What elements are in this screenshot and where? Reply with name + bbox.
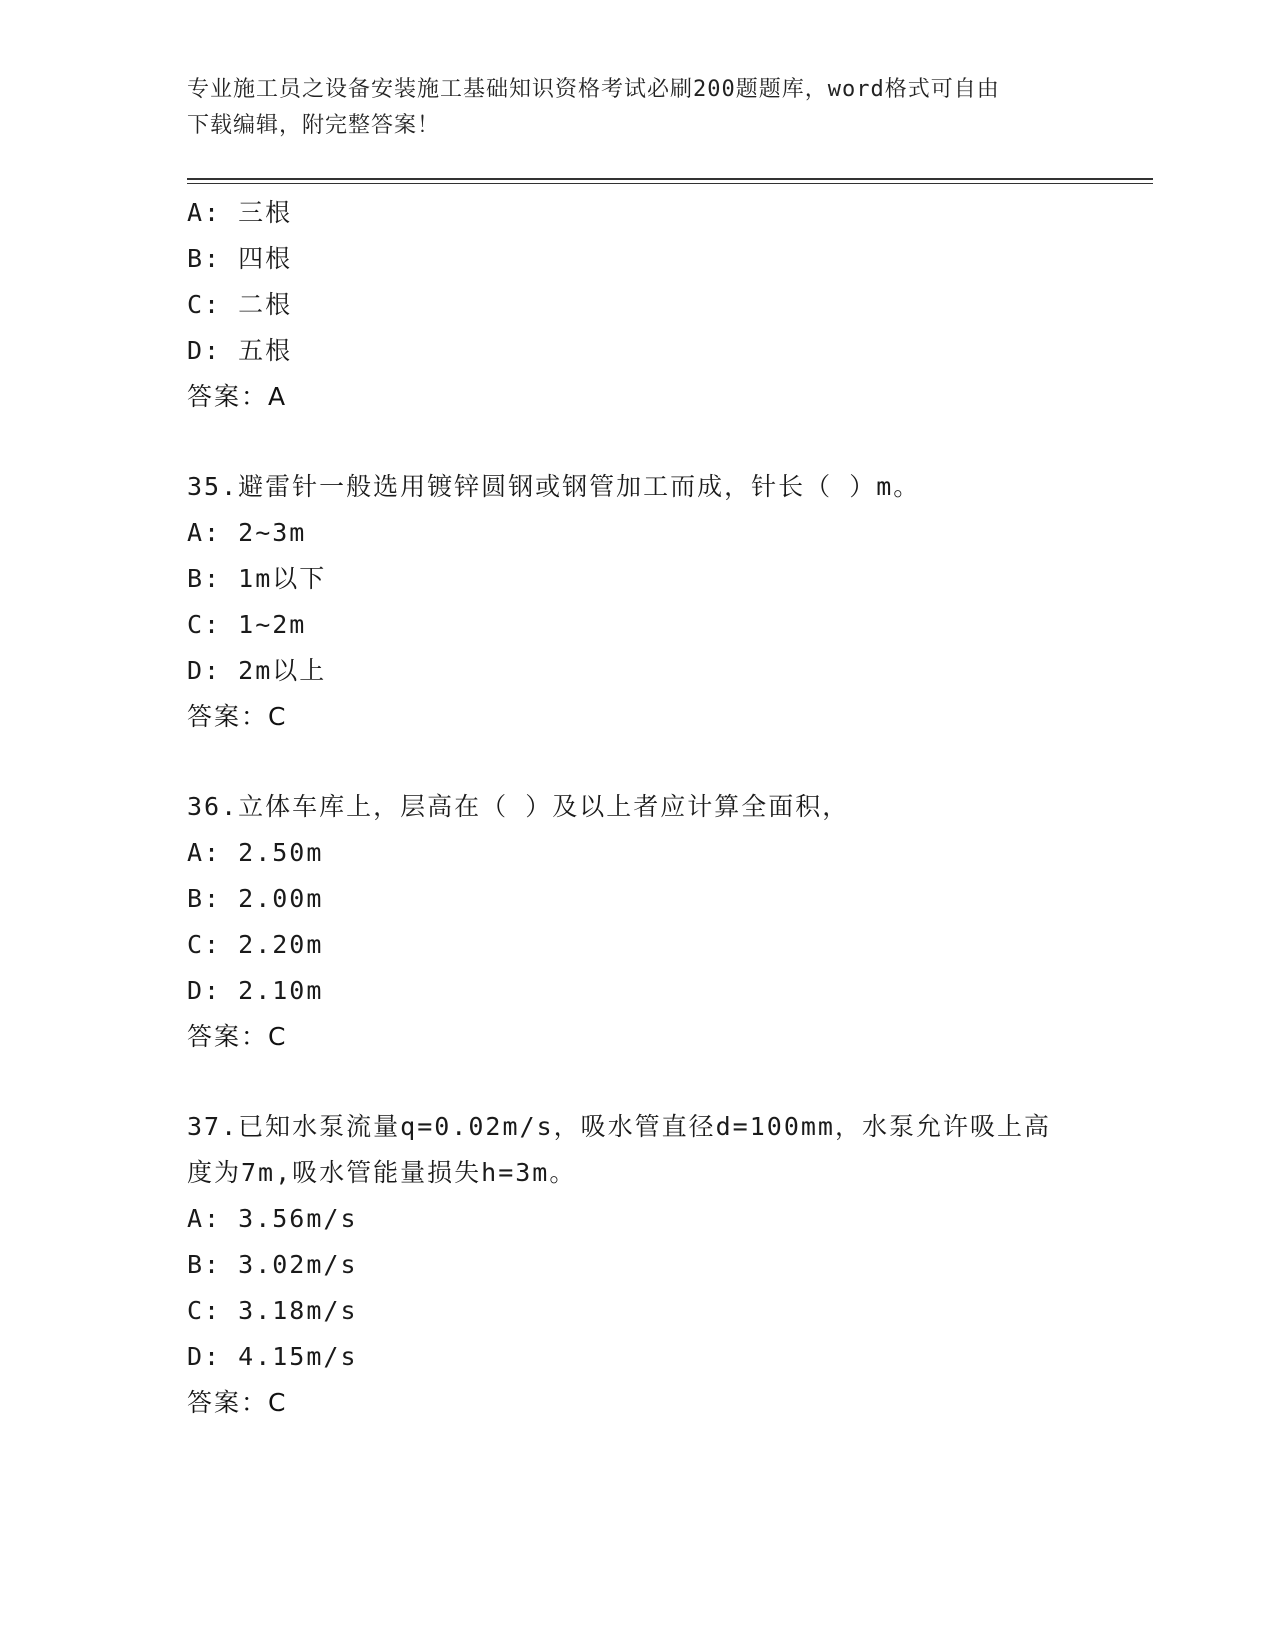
question-text-line-2: 度为7m,吸水管能量损失h=3m。: [187, 1158, 577, 1187]
option-a: A: 2.50m: [187, 838, 324, 867]
answer-line: 答案：C: [187, 1022, 288, 1051]
header-title-line-1: 专业施工员之设备安装施工基础知识资格考试必刷200题题库，word格式可自由: [187, 77, 1000, 102]
option-c: C: 1~2m: [187, 610, 307, 639]
spacer: [187, 740, 1087, 784]
option-d: D: 五根: [187, 336, 293, 365]
question-text: 35.避雷针一般选用镀锌圆钢或钢管加工而成，针长（ ）m。: [187, 472, 921, 501]
option-c: C: 二根: [187, 290, 293, 319]
spacer: [187, 420, 1087, 464]
header-title-line-2: 下载编辑，附完整答案！: [187, 113, 441, 138]
question-36: [187, 784, 1087, 1060]
option-a: A: 3.56m/s: [187, 1204, 358, 1233]
option-a: A: 2~3m: [187, 518, 307, 547]
question-37: [187, 1104, 1087, 1426]
option-d: D: 4.15m/s: [187, 1342, 358, 1371]
question-text: 36.立体车库上，层高在（ ）及以上者应计算全面积，: [187, 792, 850, 821]
option-b: B: 3.02m/s: [187, 1250, 358, 1279]
question-34: [187, 190, 1087, 420]
answer-line: 答案：C: [187, 1388, 288, 1417]
question-35: [187, 464, 1087, 740]
option-a: A: 三根: [187, 198, 293, 227]
spacer: [187, 1060, 1087, 1104]
header-divider-thin: [187, 183, 1153, 184]
option-b: B: 四根: [187, 244, 293, 273]
option-b: B: 1m以下: [187, 564, 327, 593]
question-text-line-1: 37.已知水泵流量q=0.02m/s，吸水管直径d=100mm，水泵允许吸上高: [187, 1112, 1051, 1141]
answer-line: 答案：C: [187, 702, 288, 731]
option-d: D: 2.10m: [187, 976, 324, 1005]
option-d: D: 2m以上: [187, 656, 327, 685]
question-list: [187, 190, 1087, 1426]
document-header: [187, 72, 1067, 144]
header-divider-thick: [187, 178, 1153, 180]
option-c: C: 2.20m: [187, 930, 324, 959]
option-c: C: 3.18m/s: [187, 1296, 358, 1325]
option-b: B: 2.00m: [187, 884, 324, 913]
answer-line: 答案：A: [187, 382, 288, 411]
